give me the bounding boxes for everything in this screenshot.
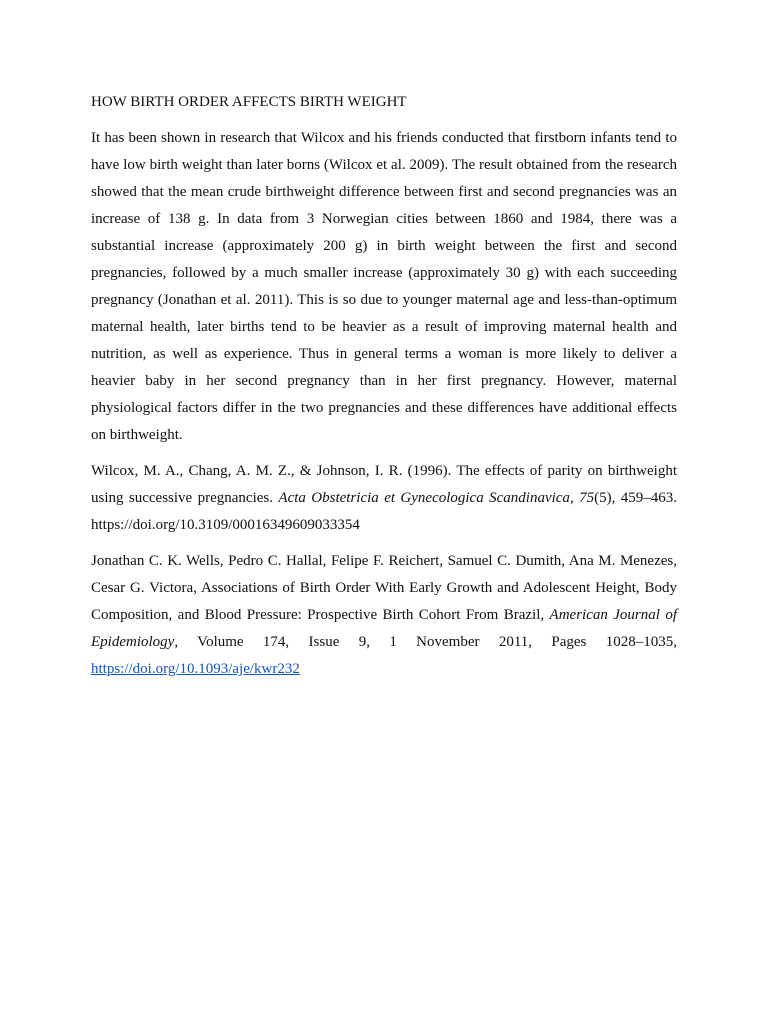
- document-content: [91, 89, 677, 692]
- body-paragraph: It has been shown in research that Wilcox and his friends conducted that firstborn infants tend to have low birth weight than later borns (Wilcox et al. 2009). The result obtained from the research showed that the mean crude birthweight difference between first and second pregnancies was an increase of 138 g. In data from 3 Norwegian cities between 1860 and 1984, there was a substantial increase (approximately 200 g) in birth weight between the first and second pregnancies, followed by a much smaller increase (approximately 30 g) with each succeeding pregnancy (Jonathan et al. 2011). This is so due to younger maternal age and less-than-optimum maternal health, later births tend to be heavier as a result of improving maternal health and nutrition, as well as experience. Thus in general terms a woman is more likely to deliver a heavier baby in her second pregnancy than in her first pregnancy. However, maternal physiological factors differ in the two pregnancies and these differences have additional effects on birthweight.: [91, 130, 677, 443]
- reference-wells: [91, 548, 677, 683]
- reference-details: , Volume 174, Issue 9, 1 November 2011, Pages 1028–1035,: [174, 634, 677, 650]
- journal-title: Acta Obstetricia et Gynecologica Scandinavica: [278, 490, 570, 506]
- reference-text: Jonathan C. K. Wells, Pedro C. Hallal, Felipe F. Reichert, Samuel C. Dumith, Ana M. Menezes, Cesar G. Victora, Associations of Birth Order With Early Growth and Adolescent Height, Body Composition, and Blood Pressure: Prospective Birth Cohort From Brazil,: [91, 553, 677, 623]
- reference-separator: ,: [569, 490, 580, 506]
- journal-volume: 75: [579, 490, 595, 506]
- journal-title: American Journal of Epidemiology: [91, 607, 677, 650]
- doi-link[interactable]: https://doi.org/10.1093/aje/kwr232: [91, 661, 300, 677]
- reference-details: (5), 459–463. https://doi.org/10.3109/00016349609033354: [91, 490, 677, 533]
- reference-wilcox: [91, 458, 677, 539]
- document-title: HOW BIRTH ORDER AFFECTS BIRTH WEIGHT: [91, 94, 407, 110]
- reference-text: Wilcox, M. A., Chang, A. M. Z., & Johnson, I. R. (1996). The effects of parity on birthweight using successive pregnancies.: [91, 463, 677, 506]
